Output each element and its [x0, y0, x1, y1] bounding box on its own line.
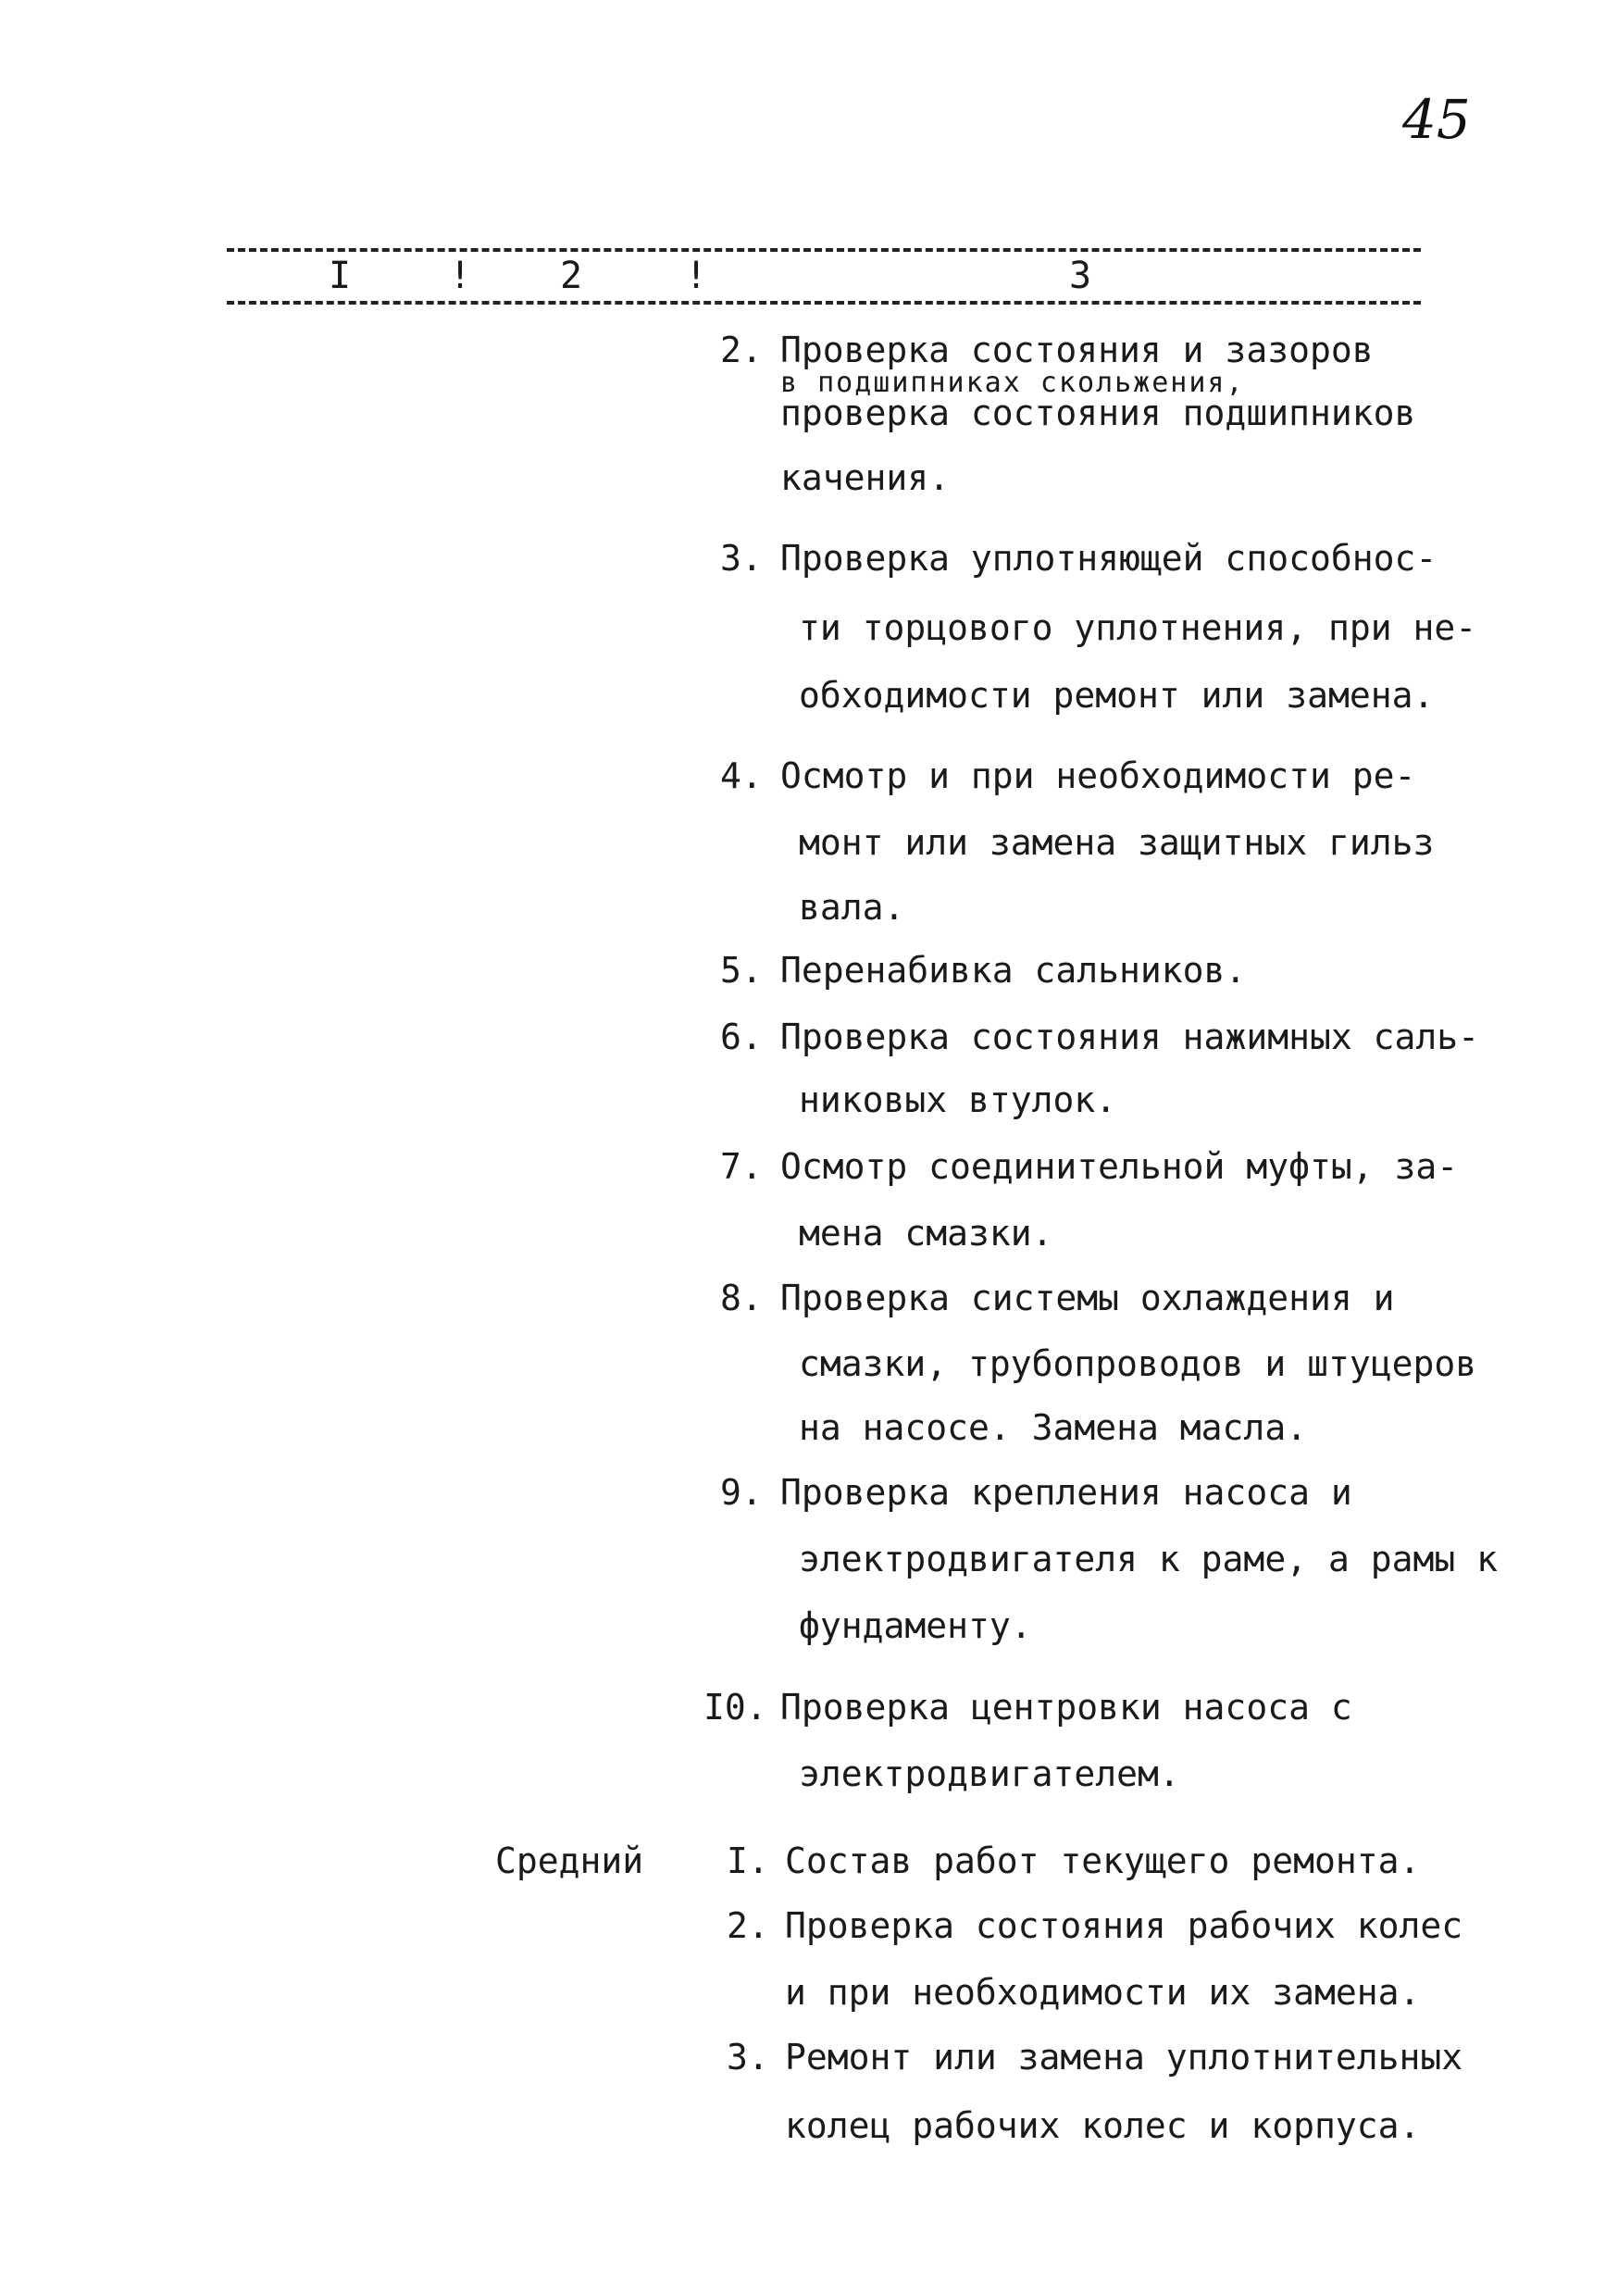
- item-line: электродвигателя к раме, а рамы к: [799, 1539, 1498, 1579]
- item-number: 4.: [720, 755, 763, 796]
- column-header-3: 3: [1069, 255, 1092, 297]
- item-number: 2.: [720, 330, 763, 370]
- column-separator: !: [685, 255, 708, 297]
- item-number: 3.: [727, 2037, 769, 2078]
- item-line: Перенабивка сальников.: [780, 950, 1247, 991]
- item-number: 9.: [720, 1472, 763, 1513]
- item-line: вала.: [799, 887, 905, 928]
- item-line: колец рабочих колес и корпуса.: [785, 2105, 1421, 2146]
- item-number: 7.: [720, 1146, 763, 1187]
- item-line: монт или замена защитных гильз: [799, 822, 1435, 863]
- column-separator: !: [449, 255, 472, 297]
- item-line: фундаменту.: [799, 1605, 1032, 1646]
- item-line: Состав работ текущего ремонта.: [785, 1841, 1421, 1881]
- page-number: 45: [1402, 88, 1471, 151]
- item-line: в подшипниках скольжения,: [780, 367, 1245, 399]
- item-line: Проверка системы охлаждения и: [780, 1278, 1395, 1318]
- item-number: 3.: [720, 538, 763, 579]
- item-number: I0.: [703, 1687, 767, 1728]
- column-header-2: 2: [560, 255, 583, 297]
- item-number: 2.: [727, 1905, 769, 1946]
- item-line: Проверка состояния и зазоров: [780, 330, 1374, 370]
- header-rule-top: [227, 248, 1421, 252]
- item-line: Проверка центровки насоса с: [780, 1687, 1352, 1728]
- item-line: электродвигателем.: [799, 1753, 1180, 1794]
- item-line: мена смазки.: [799, 1213, 1053, 1254]
- item-line: Проверка состояния рабочих колес: [785, 1905, 1463, 1946]
- item-line: проверка состояния подшипников: [780, 393, 1416, 433]
- header-rule-bottom: [227, 301, 1421, 305]
- item-line: качения.: [780, 457, 951, 498]
- section-label: Средний: [495, 1841, 644, 1881]
- item-number: I.: [727, 1841, 769, 1881]
- item-line: Осмотр и при необходимости ре-: [780, 755, 1416, 796]
- item-line: ти торцового уплотнения, при не-: [799, 607, 1477, 648]
- item-line: Проверка уплотняющей способнос-: [780, 538, 1438, 579]
- item-line: смазки, трубопроводов и штуцеров: [799, 1343, 1477, 1384]
- item-line: и при необходимости их замена.: [785, 1972, 1421, 2013]
- item-line: Осмотр соединительной муфты, за-: [780, 1146, 1459, 1187]
- column-header-1: I: [329, 255, 352, 297]
- item-number: 5.: [720, 950, 763, 991]
- item-line: Проверка крепления насоса и: [780, 1472, 1352, 1513]
- item-line: на насосе. Замена масла.: [799, 1407, 1308, 1448]
- item-number: 6.: [720, 1017, 763, 1057]
- item-number: 8.: [720, 1278, 763, 1318]
- item-line: Проверка состояния нажимных саль-: [780, 1017, 1479, 1057]
- item-line: никовых втулок.: [799, 1079, 1117, 1120]
- item-line: Ремонт или замена уплотнительных: [785, 2037, 1463, 2078]
- item-line: обходимости ремонт или замена.: [799, 675, 1435, 716]
